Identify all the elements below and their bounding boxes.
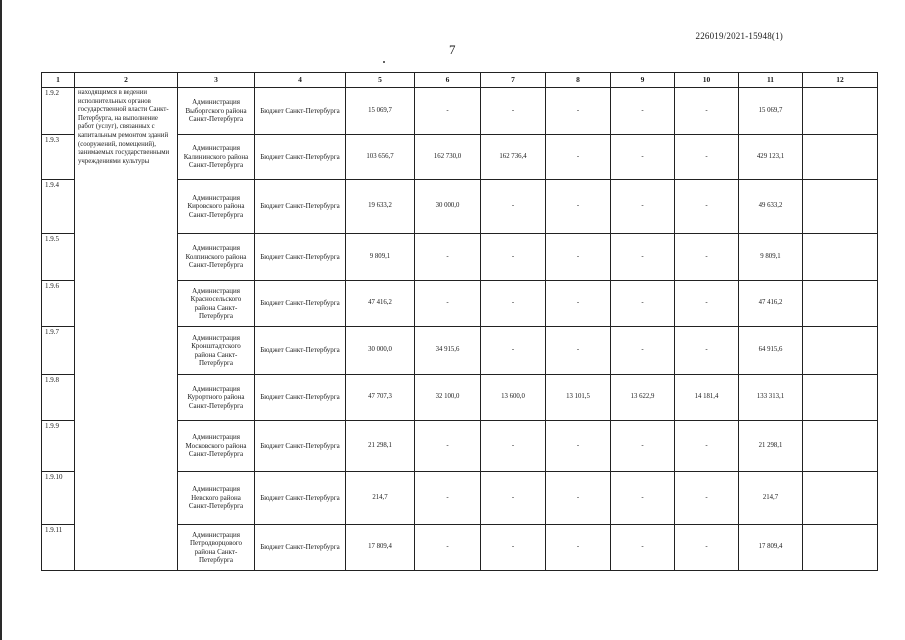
value-cell: - xyxy=(675,180,739,234)
value-cell: - xyxy=(611,234,675,281)
column-header: 11 xyxy=(739,73,803,88)
row-number: 1.9.6 xyxy=(42,281,75,327)
budget-cell: Бюджет Санкт-Петербурга xyxy=(255,281,346,327)
value-cell: 13 622,9 xyxy=(611,375,675,421)
column-header: 6 xyxy=(415,73,481,88)
column-header: 12 xyxy=(803,73,878,88)
row-number: 1.9.3 xyxy=(42,135,75,180)
value-cell: - xyxy=(675,234,739,281)
organization-cell: Администрация Невского района Санкт-Петербурга xyxy=(178,472,255,525)
document-number: 226019/2021-15948(1) xyxy=(695,31,783,41)
budget-cell: Бюджет Санкт-Петербурга xyxy=(255,135,346,180)
value-cell: - xyxy=(611,135,675,180)
row-number: 1.9.9 xyxy=(42,421,75,472)
organization-cell: Администрация Кронштадтского района Санкт-Петербурга xyxy=(178,327,255,375)
budget-cell: Бюджет Санкт-Петербурга xyxy=(255,421,346,472)
value-cell: - xyxy=(546,281,611,327)
column-header: 3 xyxy=(178,73,255,88)
column-header: 1 xyxy=(42,73,75,88)
organization-cell: Администрация Петродворцового района Санкт-Петербурга xyxy=(178,525,255,571)
value-cell: 32 100,0 xyxy=(415,375,481,421)
value-cell xyxy=(803,327,878,375)
value-cell: - xyxy=(481,525,546,571)
value-cell: 30 000,0 xyxy=(346,327,415,375)
value-cell: - xyxy=(546,180,611,234)
column-header: 5 xyxy=(346,73,415,88)
value-cell xyxy=(803,234,878,281)
value-cell xyxy=(803,180,878,234)
value-cell xyxy=(803,421,878,472)
value-cell: - xyxy=(481,281,546,327)
column-header: 7 xyxy=(481,73,546,88)
value-cell: 19 633,2 xyxy=(346,180,415,234)
value-cell: - xyxy=(546,234,611,281)
value-cell: 214,7 xyxy=(346,472,415,525)
value-cell: - xyxy=(415,234,481,281)
budget-cell: Бюджет Санкт-Петербурга xyxy=(255,88,346,135)
scan-edge xyxy=(0,0,2,640)
value-cell: - xyxy=(415,472,481,525)
value-cell xyxy=(803,135,878,180)
row-number: 1.9.10 xyxy=(42,472,75,525)
value-cell: - xyxy=(675,281,739,327)
organization-cell: Администрация Калининского района Санкт-Петербурга xyxy=(178,135,255,180)
value-cell: 14 181,4 xyxy=(675,375,739,421)
column-header: 10 xyxy=(675,73,739,88)
budget-cell: Бюджет Санкт-Петербурга xyxy=(255,180,346,234)
table-row xyxy=(42,88,878,135)
budget-cell: Бюджет Санкт-Петербурга xyxy=(255,234,346,281)
value-cell: - xyxy=(481,180,546,234)
value-cell: - xyxy=(611,525,675,571)
value-cell: - xyxy=(675,327,739,375)
value-cell: 162 730,0 xyxy=(415,135,481,180)
value-cell: - xyxy=(611,421,675,472)
value-cell: - xyxy=(481,421,546,472)
budget-cell: Бюджет Санкт-Петербурга xyxy=(255,327,346,375)
organization-cell: Администрация Московского района Санкт-Петербурга xyxy=(178,421,255,472)
value-cell: 429 123,1 xyxy=(739,135,803,180)
value-cell: - xyxy=(546,525,611,571)
value-cell xyxy=(803,472,878,525)
organization-cell: Администрация Красносельского района Санкт-Петербурга xyxy=(178,281,255,327)
scan-dot xyxy=(383,61,385,63)
value-cell: 13 600,0 xyxy=(481,375,546,421)
organization-cell: Администрация Выборгского района Санкт-Петербурга xyxy=(178,88,255,135)
value-cell: 30 000,0 xyxy=(415,180,481,234)
row-number: 1.9.4 xyxy=(42,180,75,234)
value-cell: - xyxy=(415,421,481,472)
value-cell: 34 915,6 xyxy=(415,327,481,375)
column-header: 4 xyxy=(255,73,346,88)
value-cell: 17 809,4 xyxy=(346,525,415,571)
value-cell: - xyxy=(546,88,611,135)
value-cell: - xyxy=(611,472,675,525)
row-number: 1.9.2 xyxy=(42,88,75,135)
column-header: 2 xyxy=(75,73,178,88)
value-cell: 17 809,4 xyxy=(739,525,803,571)
page-number: 7 xyxy=(449,42,456,57)
budget-cell: Бюджет Санкт-Петербурга xyxy=(255,472,346,525)
value-cell: 15 069,7 xyxy=(739,88,803,135)
value-cell: 9 809,1 xyxy=(739,234,803,281)
budget-cell: Бюджет Санкт-Петербурга xyxy=(255,525,346,571)
value-cell: - xyxy=(546,327,611,375)
value-cell: - xyxy=(546,421,611,472)
value-cell: 133 313,1 xyxy=(739,375,803,421)
value-cell xyxy=(803,525,878,571)
organization-cell: Администрация Курортного района Санкт-Петербурга xyxy=(178,375,255,421)
value-cell: 47 416,2 xyxy=(739,281,803,327)
value-cell: - xyxy=(675,135,739,180)
value-cell: - xyxy=(481,327,546,375)
value-cell: - xyxy=(546,472,611,525)
value-cell: - xyxy=(481,472,546,525)
value-cell: - xyxy=(546,135,611,180)
value-cell: - xyxy=(611,88,675,135)
description-cell: находящимся в ведении исполнительных органов государственной власти Санкт-Петербурга, на выполнение работ (услуг), связанных с капитальным ремонтом зданий (сооружений, помещений), занимаемых государственными учреждениями культуры xyxy=(75,88,178,571)
column-header: 8 xyxy=(546,73,611,88)
budget-table xyxy=(41,72,878,571)
value-cell: - xyxy=(611,327,675,375)
value-cell: - xyxy=(415,525,481,571)
value-cell: 21 298,1 xyxy=(739,421,803,472)
value-cell: - xyxy=(675,421,739,472)
value-cell xyxy=(803,375,878,421)
value-cell: 47 416,2 xyxy=(346,281,415,327)
value-cell: - xyxy=(611,281,675,327)
column-header: 9 xyxy=(611,73,675,88)
row-number: 1.9.11 xyxy=(42,525,75,571)
value-cell: 162 736,4 xyxy=(481,135,546,180)
value-cell: 49 633,2 xyxy=(739,180,803,234)
value-cell: - xyxy=(675,525,739,571)
organization-cell: Администрация Колпинского района Санкт-Петербурга xyxy=(178,234,255,281)
row-number: 1.9.5 xyxy=(42,234,75,281)
value-cell: 214,7 xyxy=(739,472,803,525)
value-cell: - xyxy=(481,234,546,281)
value-cell: 13 101,5 xyxy=(546,375,611,421)
value-cell: - xyxy=(611,180,675,234)
value-cell: 47 707,3 xyxy=(346,375,415,421)
header-row xyxy=(42,73,878,88)
value-cell: 15 069,7 xyxy=(346,88,415,135)
value-cell: - xyxy=(481,88,546,135)
value-cell: - xyxy=(675,472,739,525)
row-number: 1.9.7 xyxy=(42,327,75,375)
organization-cell: Администрация Кировского района Санкт-Петербурга xyxy=(178,180,255,234)
value-cell: - xyxy=(415,88,481,135)
value-cell xyxy=(803,281,878,327)
value-cell: 64 915,6 xyxy=(739,327,803,375)
budget-cell: Бюджет Санкт-Петербурга xyxy=(255,375,346,421)
value-cell: 9 809,1 xyxy=(346,234,415,281)
value-cell: - xyxy=(675,88,739,135)
value-cell: - xyxy=(415,281,481,327)
value-cell xyxy=(803,88,878,135)
value-cell: 103 656,7 xyxy=(346,135,415,180)
row-number: 1.9.8 xyxy=(42,375,75,421)
value-cell: 21 298,1 xyxy=(346,421,415,472)
